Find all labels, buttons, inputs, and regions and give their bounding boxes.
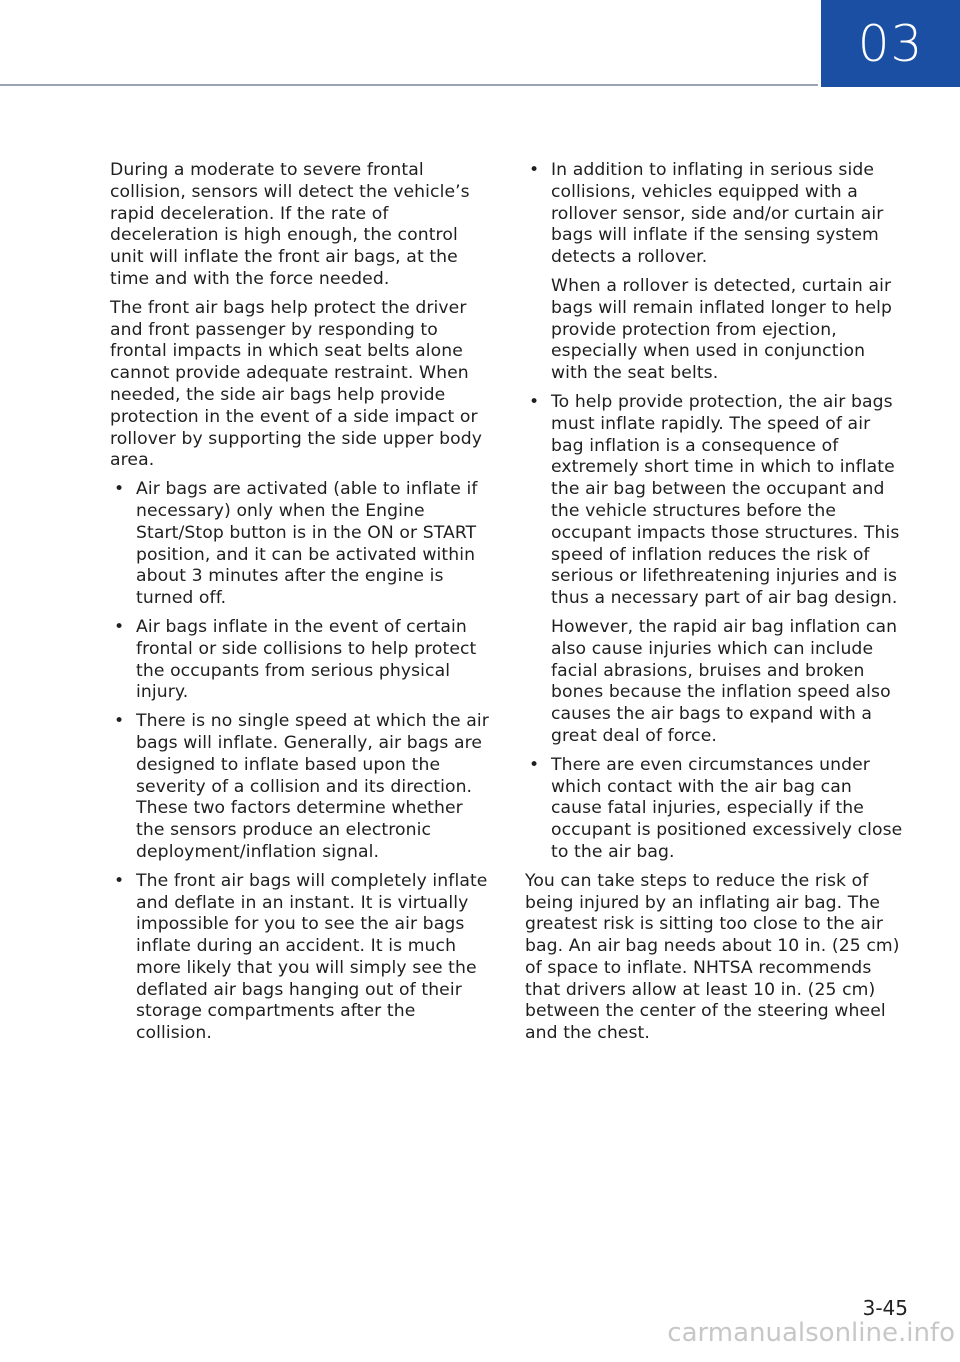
page-number: 3-45 (862, 1296, 908, 1320)
bullet-icon: • (529, 160, 540, 180)
bullet-icon: • (529, 391, 540, 412)
bullet-list (525, 160, 905, 864)
list-item-text: In addition to inflating in serious side collisions, vehicles equipped with a rollover sensor, side and/or curtain air bags will inflate if the sensing system detects a rollover. (551, 160, 884, 268)
list-item-text: Air bags inflate in the event of certain frontal or side collisions to help protect the occupants from serious physical injury. (136, 616, 477, 703)
bullet-icon: • (529, 754, 540, 775)
right-column (525, 160, 905, 1052)
bullet-icon: • (114, 616, 125, 637)
list-item (525, 392, 905, 748)
bullet-icon: • (114, 711, 125, 732)
paragraph: The front air bags help protect the driver and front passenger by responding to frontal impacts in which seat belts alone cannot provide adequate restraint. When needed, the side air bags help provide protection in the event of a side impact or rollover by supporting the side upper body area. (110, 297, 482, 471)
list-item-subparagraph: However, the rapid air bag inflation can also cause injuries which can include facial abrasions, bruises and broken bones because the inflation speed also causes the air bags to expand with a great deal of force. (551, 616, 898, 746)
list-item (110, 871, 490, 1045)
list-item (110, 479, 490, 610)
list-item (110, 711, 490, 864)
list-item-text: There is no single speed at which the air bags will inflate. Generally, air bags are designed to inflate based upon the severity of a collision and its direction. These two factors determine whether the sensors produce an electronic deployment/inflation signal. (136, 711, 489, 862)
bullet-list (110, 479, 490, 1045)
list-item (525, 160, 905, 385)
paragraph: You can take steps to reduce the risk of being injured by an inflating air bag. The greatest risk is sitting too close to the air bag. An air bag needs about 10 in. (25 cm) of space to inflate. NHTSA recommends that drivers allow at least 10 in. (25 cm) between the center of the steering wheel and the chest. (525, 870, 900, 1044)
header-divider (0, 84, 818, 86)
list-item-subparagraph: When a rollover is detected, curtain air bags will remain inflated longer to help provide protection from ejection, especially when used in conjunction with the seat belts. (551, 275, 893, 384)
left-column (110, 160, 490, 1052)
list-item-text: To help provide protection, the air bags must inflate rapidly. The speed of air bag inflation is a consequence of extremely short time in which to inflate the air bag between the occupant and the vehicle structures before the occupant impacts those structures. This speed of inflation reduces the risk of serious or lifethreatening injuries and is thus a necessary part of air bag design. (551, 391, 900, 609)
list-item-text: Air bags are activated (able to inflate if necessary) only when the Engine Start/Stop button is in the ON or START position, and it can be activated within about 3 minutes after the engine is turned off. (136, 479, 478, 609)
bullet-icon: • (114, 870, 125, 891)
list-item (110, 617, 490, 704)
chapter-tab: 03 (821, 0, 960, 87)
paragraph: During a moderate to severe frontal collision, sensors will detect the vehicle’s rapid deceleration. If the rate of deceleration is high enough, the control unit will inflate the front air bags, at the time and with the force needed. (110, 160, 470, 289)
list-item-text: There are even circumstances under which contact with the air bag can cause fatal injuries, especially if the occupant is positioned excessively close to the air bag. (551, 754, 903, 862)
list-item-text: The front air bags will completely inflate and deflate in an instant. It is virtually impossible for you to see the air bags inflate during an accident. It is much more likely that you will simply see the deflated air bags hanging out of their storage compartments after the collision. (136, 870, 488, 1044)
bullet-icon: • (114, 479, 125, 500)
list-item (525, 755, 905, 864)
watermark: carmanualsonline.info (667, 1318, 955, 1348)
